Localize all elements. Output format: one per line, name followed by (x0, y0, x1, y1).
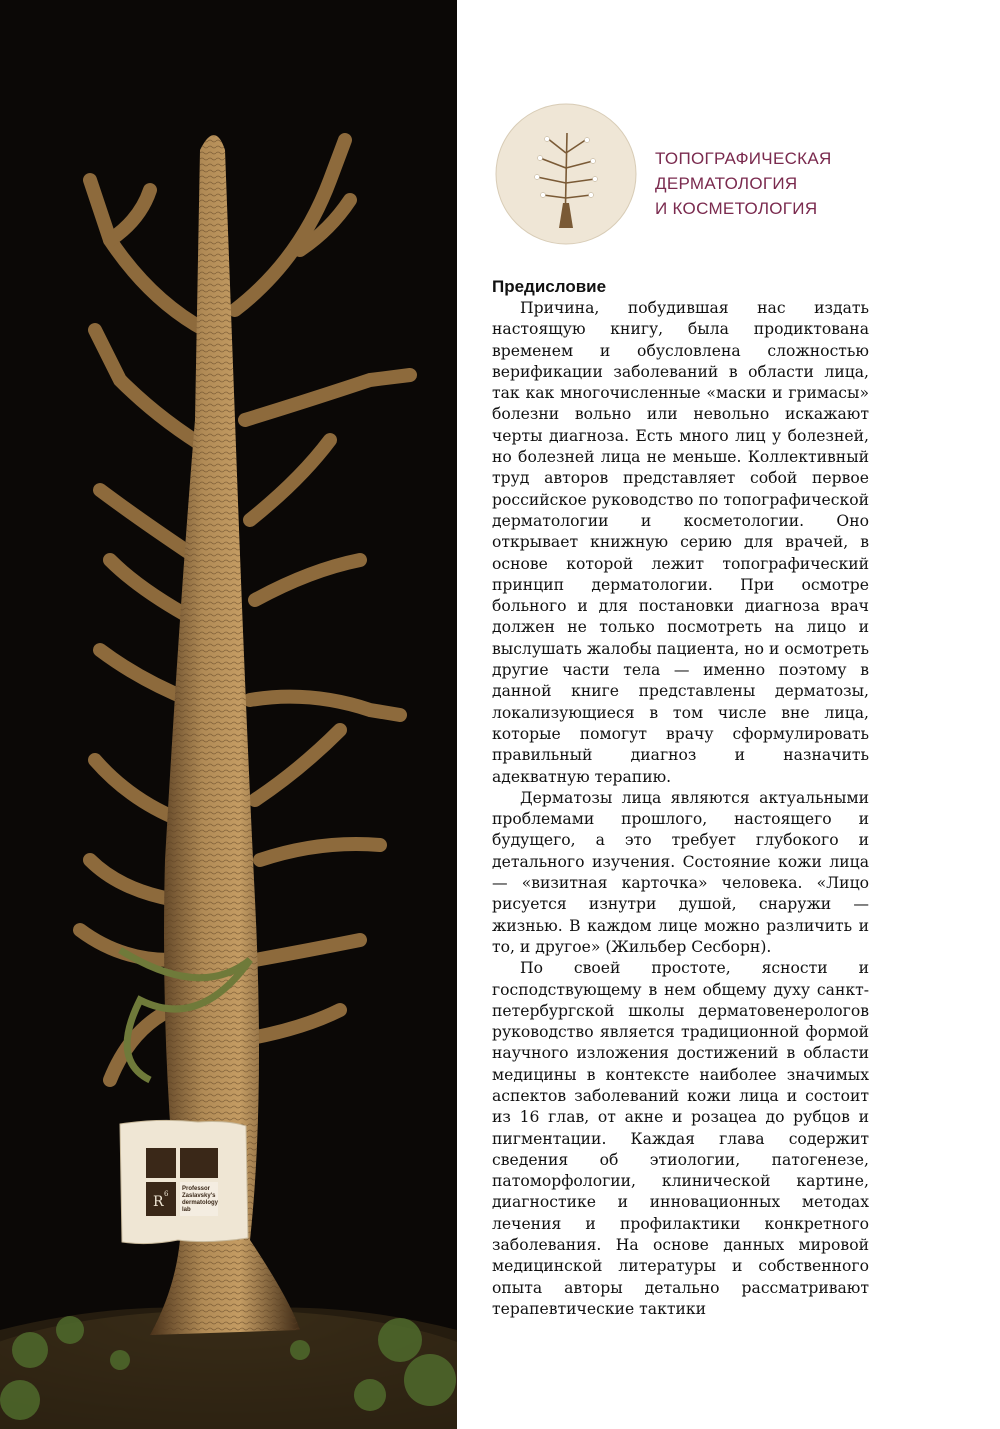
lab-line-1: Professor (182, 1186, 211, 1192)
series-title-line-2: ДЕРМАТОЛОГИЯ (655, 174, 798, 193)
lab-line-3: dermatology (182, 1200, 219, 1206)
tree-illustration-panel (0, 0, 457, 1429)
preface-heading: Предисловие (492, 277, 607, 296)
lab-mark-letter: R (153, 1194, 164, 1210)
lab-label-card (118, 1118, 250, 1246)
preface-paragraph-1: Причина, побудившая нас издать настоящую книгу, была продиктована временем и обусловлена сложностью верификации заболеваний в области лица, так как многочисленные «маски и гримасы» болезни вольно или невольно искажают черты диагноза. Есть много лиц у болезней, но болезней лица не меньше. Коллективный труд авторов представляет собой первое российское руководство по топографической дерматологии и косметологии. Оно открывает книжную серию для врачей, в основе которой лежит топографический принцип дерматологии. При осмотре больного и для постановки диагноза врач должен не только посмотреть на лицо и выслушать жалобы пациента, но и осмотреть другие части тела — именно поэтому в данной книге представлены дерматозы, локализующиеся в том числе вне лица, которые помогут врачу сформулировать правильный диагноз и назначить адекватную терапию. (492, 299, 869, 786)
lab-line-4: lab (182, 1207, 191, 1213)
series-title-line-3: И КОСМЕТОЛОГИЯ (655, 199, 818, 218)
preface-body (492, 298, 869, 1320)
preface-paragraph-3: По своей простоте, ясности и господствующему в нем общему духу санкт-петербургской школы дерматовенерологов руководство является традиционной формой научного изложения достижений в области медицины в контексте наиболее значимых аспектов заболеваний кожи лица и состоит из 16 глав, от акне и розацеа до рубцов и пигментации. Каждая глава содержит сведения об этиологии, патогенезе, патоморфологии, клинической картине, диагностике и инновационных методах лечения и профилактики конкретного заболевания. На основе данных мировой медицинской литературы и собственного опыта авторы детально рассматривают терапевтические тактики (492, 959, 869, 1318)
lab-line-2: Zaslavsky's (182, 1193, 216, 1199)
preface-paragraph-2: Дерматозы лица являются актуальными проблемами прошлого, настоящего и будущего, а это требует глубокого и детального изучения. Состояние кожи лица — «визитная карточка» человека. «Лицо рисуется изнутри душой, снаружи — жизнью. В каждом лице можно различить и то, и другое» (Жильбер Сесборн). (492, 788, 869, 956)
series-title (655, 146, 955, 221)
series-logo (495, 103, 637, 245)
series-title-line-1: ТОПОГРАФИЧЕСКАЯ (655, 149, 832, 168)
lab-mark-superscript: 6 (164, 1190, 169, 1198)
